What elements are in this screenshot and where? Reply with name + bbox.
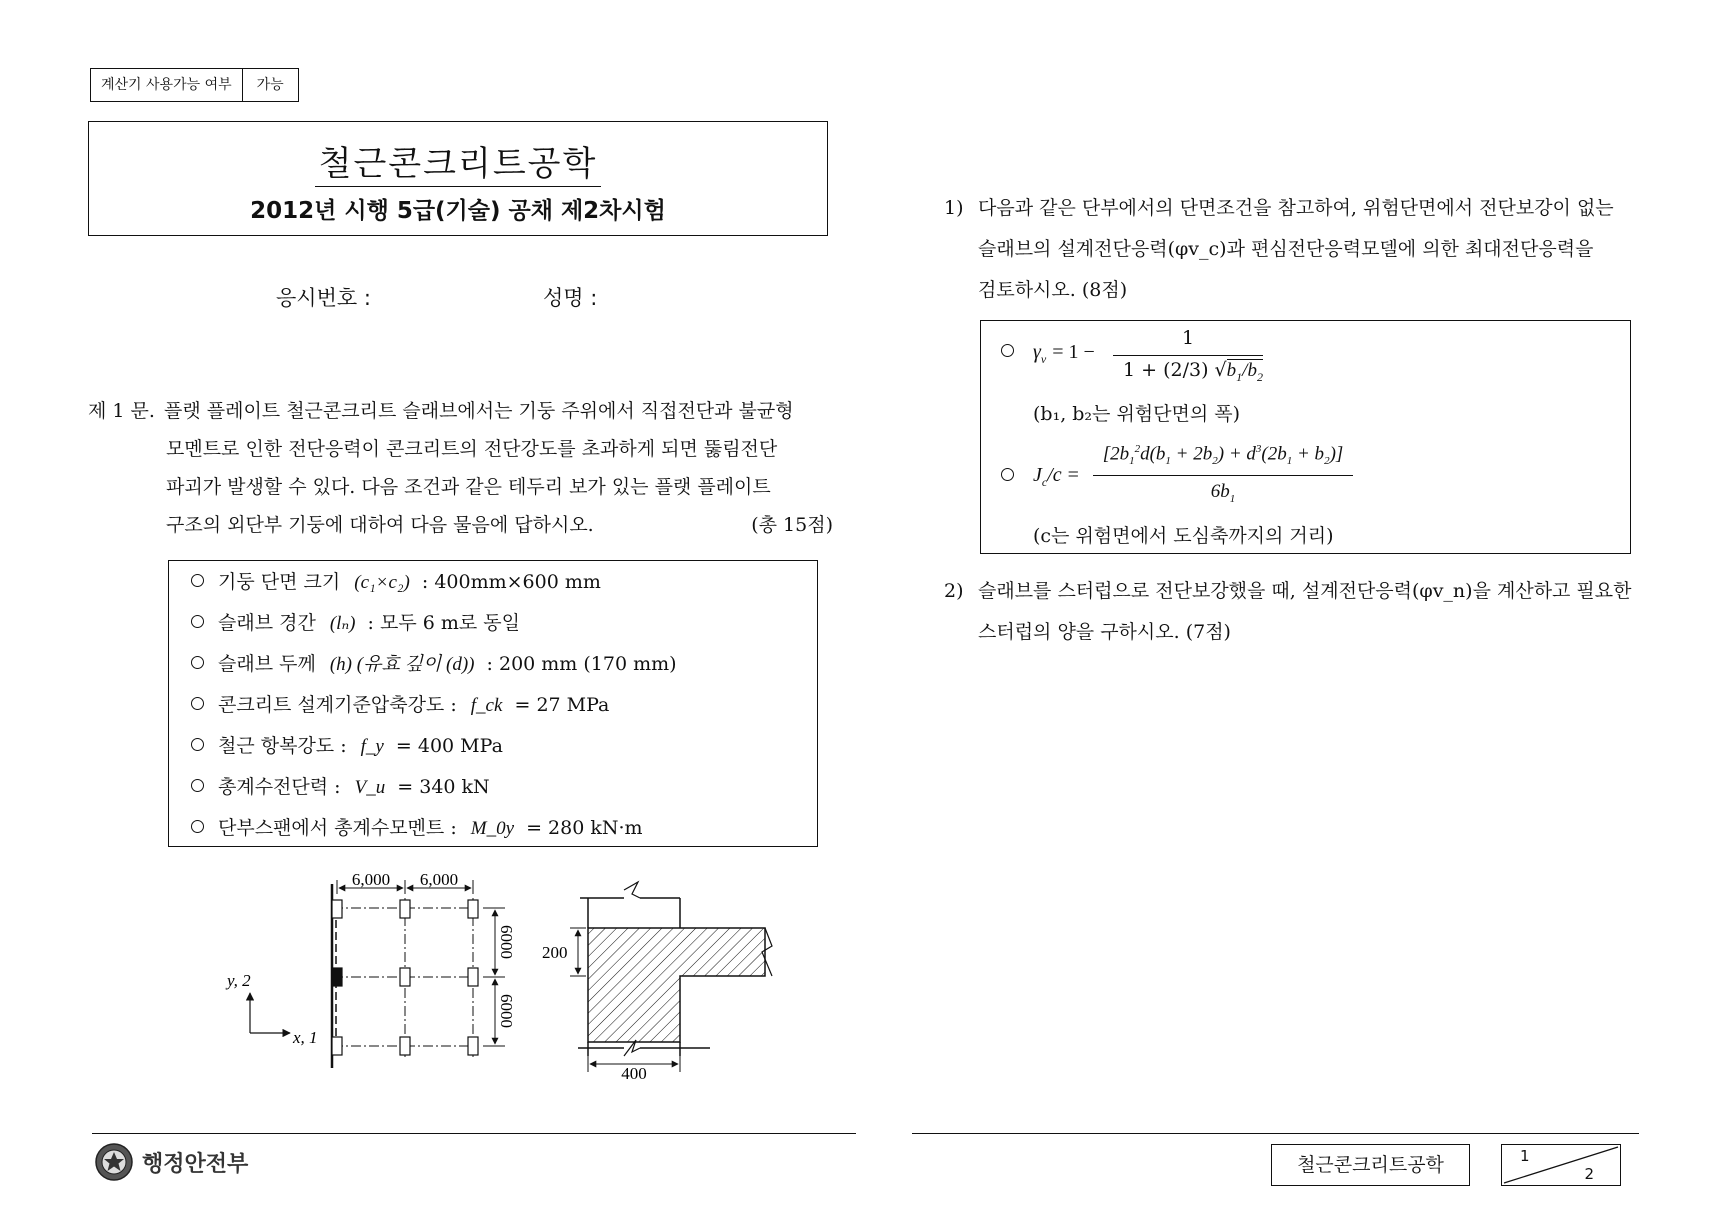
edge-beam-section xyxy=(588,928,765,1042)
calculator-value: 가능 xyxy=(242,69,298,101)
question-line-3: 파괴가 발생할 수 있다. 다음 조건과 같은 테두리 보가 있는 플랫 플레이트 xyxy=(166,476,771,498)
question-line-2: 모멘트로 인한 전단응력이 콘크리트의 전단강도를 초과하게 되면 뚫림전단 xyxy=(166,438,778,460)
page-indicator xyxy=(1501,1144,1621,1186)
bullet-circle-icon xyxy=(191,615,204,628)
slab-plan-diagram xyxy=(215,868,525,1078)
span-label-1: 6,000 xyxy=(351,870,391,889)
bullet-circle-icon xyxy=(191,697,204,710)
page-current: 1 xyxy=(1520,1147,1530,1165)
bullet-circle-icon xyxy=(1001,467,1028,486)
vertical-span-label-2: 6000 xyxy=(497,994,516,1028)
sub-question-line-1: 다음과 같은 단부에서의 단면조건을 참고하여, 위험단면에서 전단보강이 없는 xyxy=(978,197,1614,219)
fraction-bar xyxy=(1093,475,1353,476)
bullet-circle-icon xyxy=(191,574,204,587)
column-marker xyxy=(400,1037,410,1055)
gamma-note: (b₁, b₂는 위험단면의 폭) xyxy=(1033,403,1241,425)
given-item-concrete-strength: 콘크리트 설계기준압축강도 : f_ck = 27 MPa xyxy=(191,690,609,717)
given-item-steel-yield: 철근 항복강도 : f_y = 400 MPa xyxy=(191,731,503,758)
given-conditions-box xyxy=(168,560,818,847)
jc-numerator: $[2b_1^2d(b_1 + 2b_2) + d^3(2b_1 + b_2)]$ xyxy=(1102,443,1344,468)
sub-question-2 xyxy=(944,571,1644,653)
ministry-name: 행정안전부 xyxy=(142,1151,249,1177)
given-item-column-size: 기둥 단면 크기 (c₁×c₂) : 400mm×600 mm xyxy=(191,567,601,594)
sub-question-line-3: 검토하시오. (8점) xyxy=(978,279,1128,301)
column-marker xyxy=(400,900,410,918)
bullet-circle-icon xyxy=(191,820,204,833)
footer-subject: 철근콘크리트공학 xyxy=(1271,1144,1470,1186)
formula-box xyxy=(980,320,1631,554)
bullet-circle-icon xyxy=(191,738,204,751)
exam-subtitle: 2012년 시행 5급(기술) 공채 제2차시험 xyxy=(250,198,666,224)
question-line-4: 구조의 외단부 기둥에 대하여 다음 물음에 답하시오. xyxy=(166,514,594,536)
section-depth-label: 200 xyxy=(542,943,568,962)
edge-section-diagram xyxy=(540,880,785,1080)
given-item-shear-force: 총계수전단력 : V_u = 340 kN xyxy=(191,772,490,799)
gamma-denominator: 1 + (2/3) $√b_1/b_2$ xyxy=(1123,359,1263,384)
section-width-label: 400 xyxy=(621,1064,647,1080)
column-marker xyxy=(332,1037,342,1055)
question-points: (총 15점) xyxy=(751,514,833,536)
vertical-span-label-1: 6000 xyxy=(497,925,516,959)
column-marker xyxy=(400,968,410,986)
column-marker-highlighted xyxy=(332,968,342,986)
sub-question-line-1: 슬래브를 스터럽으로 전단보강했을 때, 설계전단응력(φv_n)을 계산하고 필요한 xyxy=(978,580,1632,602)
gamma-formula: $\gamma_v = 1$ − xyxy=(1033,341,1095,366)
given-item-slab-thickness: 슬래브 두께 (h) (유효 깊이 (d)) : 200 mm (170 mm) xyxy=(191,649,677,676)
y-axis-label: y, 2 xyxy=(227,971,251,990)
x-axis-label: x, 1 xyxy=(293,1028,318,1047)
sub-question-line-2: 스터럽의 양을 구하시오. (7점) xyxy=(978,621,1231,643)
page-title: 철근콘크리트공학 xyxy=(315,144,602,187)
column-marker xyxy=(468,900,478,918)
jc-denominator: $6b_1$ xyxy=(1210,481,1236,505)
footer-divider-right xyxy=(912,1133,1639,1134)
page-total: 2 xyxy=(1584,1165,1594,1183)
ministry-seal-icon xyxy=(94,1142,134,1182)
bullet-circle-icon xyxy=(191,779,204,792)
exam-number-label: 응시번호 : xyxy=(276,286,371,310)
fraction-bar xyxy=(1113,355,1263,356)
ministry-logo-block xyxy=(94,1142,248,1182)
given-item-slab-span: 슬래브 경간 (lₙ) : 모두 6 m로 동일 xyxy=(191,608,520,635)
jc-formula: $J_c/c$ = xyxy=(1033,464,1079,489)
footer-divider-left xyxy=(92,1133,856,1134)
column-marker xyxy=(468,968,478,986)
calculator-label: 계산기 사용가능 여부 xyxy=(101,77,232,93)
column-marker xyxy=(332,900,342,918)
given-item-end-moment: 단부스팬에서 총계수모멘트 : M_0y = 280 kN·m xyxy=(191,813,643,840)
name-label: 성명 : xyxy=(543,286,598,310)
jc-note: (c는 위험면에서 도심축까지의 거리) xyxy=(1033,525,1334,547)
question-1 xyxy=(88,392,833,544)
gamma-numerator: 1 xyxy=(1181,327,1195,349)
span-label-2: 6,000 xyxy=(419,870,459,889)
calculator-usage-box xyxy=(90,68,299,102)
sub-question-1 xyxy=(944,188,1644,311)
sub-question-number: 1) xyxy=(944,197,964,219)
question-number: 제 1 문. xyxy=(88,400,155,422)
title-box xyxy=(88,121,828,236)
question-line-1: 플랫 플레이트 철근콘크리트 슬래브에서는 기둥 주위에서 직접전단과 불균형 xyxy=(164,400,794,422)
column-marker xyxy=(468,1037,478,1055)
bullet-circle-icon xyxy=(191,656,204,669)
sub-question-line-2: 슬래브의 설계전단응력(φv_c)과 편심전단응력모델에 의한 최대전단응력을 xyxy=(978,238,1594,260)
sub-question-number: 2) xyxy=(944,580,964,602)
bullet-circle-icon xyxy=(1001,343,1028,362)
